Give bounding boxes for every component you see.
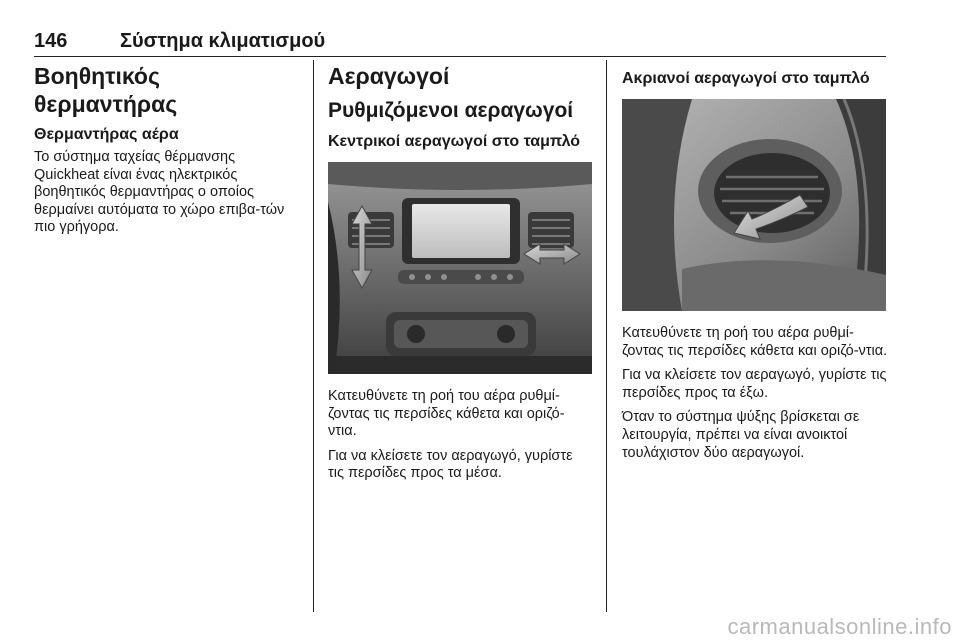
page-header (34, 26, 886, 57)
column-divider (313, 60, 314, 612)
center-vents-illustration (328, 162, 592, 374)
subsection-heading: Ρυθμιζόμενοι αεραγωγοί (328, 99, 574, 122)
subsection-heading: Θερμαντήρας αέρα (34, 126, 179, 143)
column-divider (606, 60, 607, 612)
body-text: Κατευθύνετε τη ροή του αέρα ρυθμί-ζοντας τις περσίδες κάθετα και οριζό-ντια. (328, 388, 565, 440)
column-side-vents (622, 60, 888, 462)
watermark: carmanualsonline.info (727, 614, 952, 639)
chapter-title: Σύστημα κλιματισμού (120, 30, 326, 52)
body-text: Για να κλείσετε τον αεραγωγό, γυρίστε τις περσίδες προς τα έξω. (622, 367, 887, 401)
topic-heading: Ακριανοί αεραγωγοί στο ταμπλό (622, 70, 870, 87)
page-number: 146 (34, 30, 68, 52)
column-auxiliary-heater (34, 60, 302, 237)
body-text: Για να κλείσετε τον αεραγωγό, γυρίστε τις περσίδες προς τα μέσα. (328, 447, 573, 482)
section-heading: Βοηθητικός θερμαντήρας (34, 63, 178, 117)
section-heading: Αεραγωγοί (328, 63, 450, 89)
body-text: Όταν το σύστημα ψύξης βρίσκεται σε λειτουργία, πρέπει να είναι ανοικτοί τουλάχιστον δύο αεραγωγοί. (622, 409, 860, 461)
side-vent-illustration (622, 99, 886, 311)
topic-heading: Κεντρικοί αεραγωγοί στο ταμπλό (328, 133, 581, 150)
body-text: Το σύστημα ταχείας θέρμανσης Quickheat είναι ένας ηλεκτρικός βοηθητικός θερμαντήρας ο οποίος θερμαίνει αυτόματα το χώρο επιβα-τών πιο γρήγορα. (34, 149, 285, 236)
body-text: Κατευθύνετε τη ροή του αέρα ρυθμί-ζοντας τις περσίδες κάθετα και οριζό-ντια. (622, 325, 888, 359)
column-air-vents (328, 60, 592, 483)
